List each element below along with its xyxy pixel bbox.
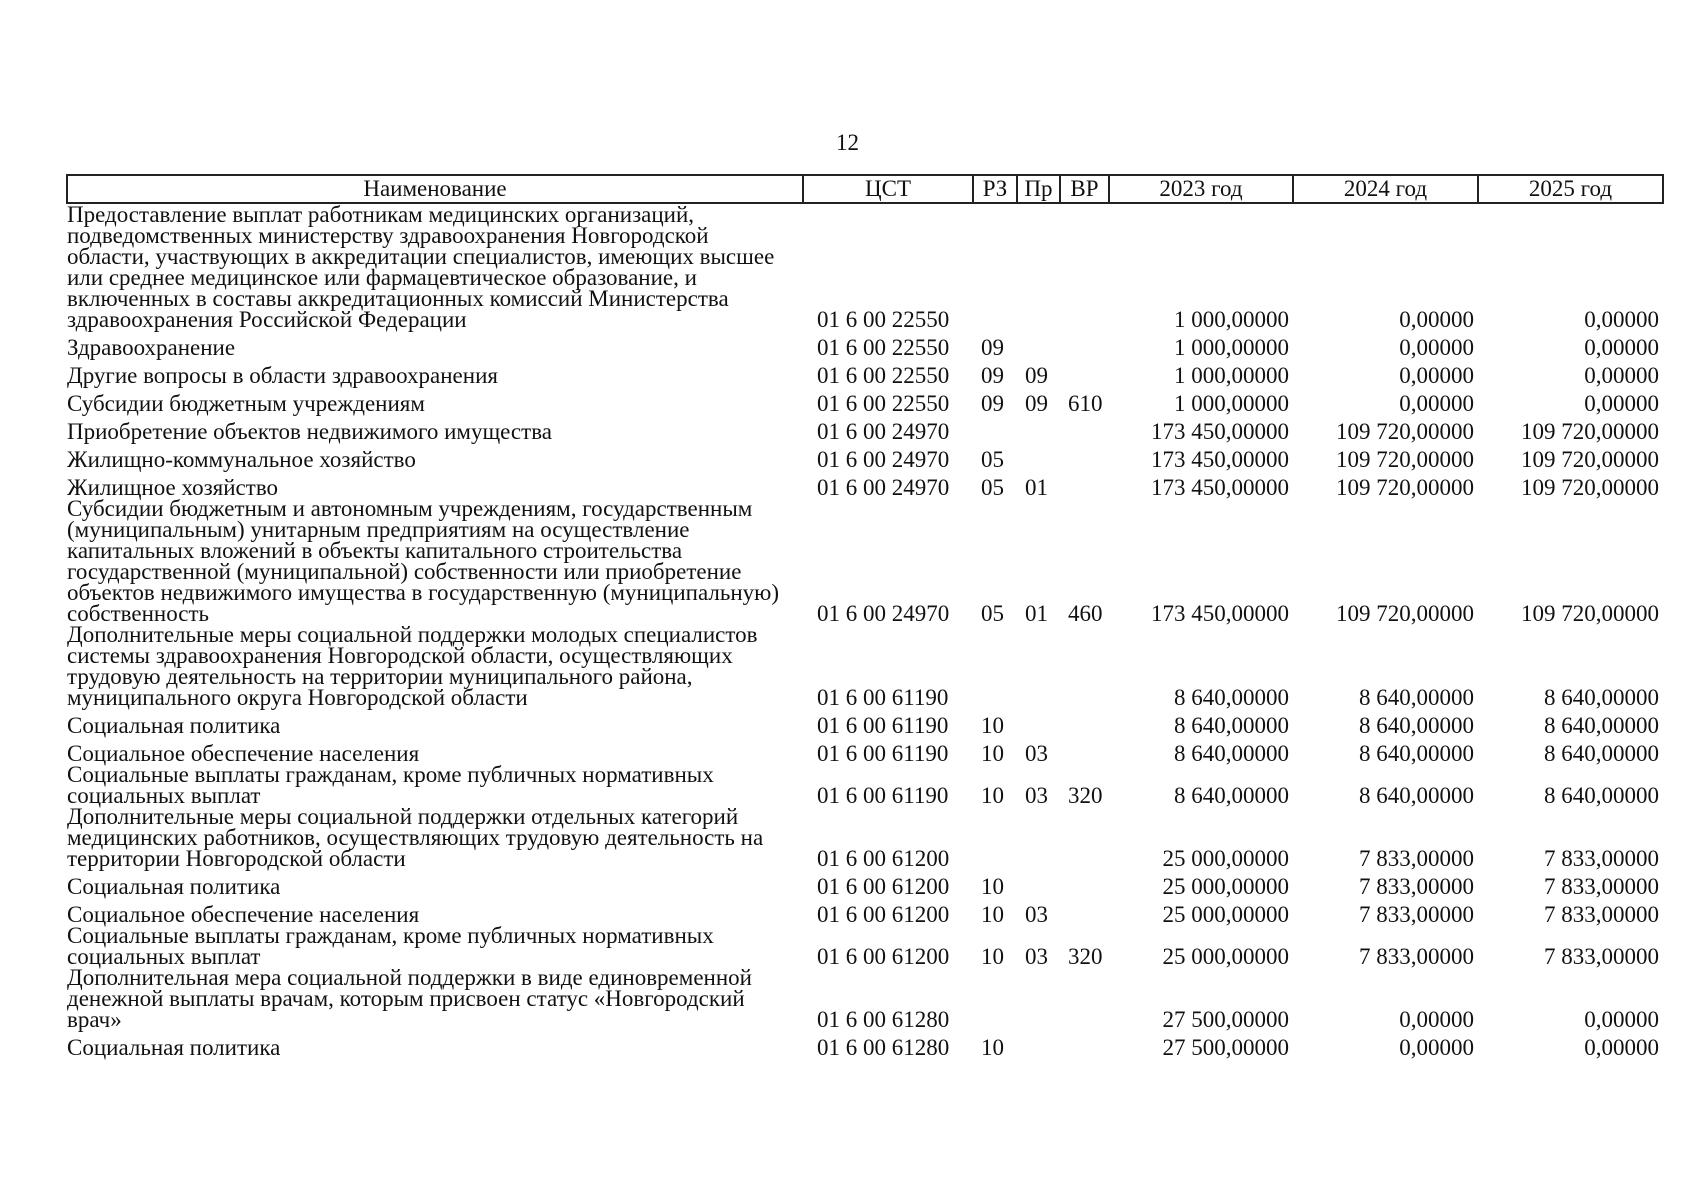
row-pr: 03 <box>1025 783 1048 808</box>
row-2024: 109 720,00000 <box>1336 419 1474 444</box>
row-vr: 320 <box>1068 783 1103 808</box>
row-rz: 09 <box>981 391 1004 416</box>
row-cst: 01 6 00 61190 <box>817 783 949 808</box>
table-row <box>67 203 1663 330</box>
row-cst: 01 6 00 61280 <box>817 1035 950 1060</box>
row-vr <box>1060 624 1109 708</box>
row-vr <box>1060 967 1109 1030</box>
row-cst: 01 6 00 24970 <box>817 475 950 500</box>
row-2023: 8 640,00000 <box>1174 741 1289 766</box>
header-cst: ЦСТ <box>803 175 973 203</box>
table-row <box>67 806 1663 869</box>
row-rz <box>973 806 1017 869</box>
row-2025: 0,00000 <box>1584 391 1659 416</box>
row-vr <box>1060 203 1109 330</box>
header-2024: 2024 год <box>1293 175 1478 203</box>
row-2025: 8 640,00000 <box>1544 741 1659 766</box>
row-2024: 7 833,00000 <box>1359 846 1474 871</box>
header-name: Наименование <box>67 175 803 203</box>
table-body <box>67 203 1663 1058</box>
row-cst: 01 6 00 22550 <box>817 363 950 388</box>
table-row <box>67 442 1663 470</box>
table-header-row <box>67 175 1663 203</box>
row-cst: 01 6 00 24970 <box>817 419 950 444</box>
row-name: Социальная политика <box>67 713 281 738</box>
row-pr: 03 <box>1025 902 1048 927</box>
row-pr <box>1017 330 1060 358</box>
row-2024: 0,00000 <box>1399 391 1474 416</box>
table-row <box>67 498 1663 624</box>
row-vr <box>1060 414 1109 442</box>
row-2024: 0,00000 <box>1399 363 1474 388</box>
row-pr <box>1017 869 1060 897</box>
row-pr: 01 <box>1025 475 1048 500</box>
row-name: Субсидии бюджетным и автономным учреждениям, государственным (муниципальным) унитарным предприятиям на осуществление капитальных вложений в объекты капитального строительства государственной (муниципальной) собственности или приобретение объектов недвижимого имущества в государственную (муниципальную) собственность <box>67 496 779 626</box>
row-2023: 173 450,00000 <box>1151 601 1289 626</box>
table-row <box>67 967 1663 1030</box>
row-pr <box>1017 967 1060 1030</box>
row-vr <box>1060 1030 1109 1058</box>
row-rz: 10 <box>981 713 1004 738</box>
row-2025: 8 640,00000 <box>1544 713 1659 738</box>
row-pr: 09 <box>1025 391 1048 416</box>
row-2023: 8 640,00000 <box>1174 783 1289 808</box>
row-2025: 7 833,00000 <box>1544 902 1659 927</box>
header-vr: ВР <box>1060 175 1109 203</box>
row-rz: 10 <box>981 741 1004 766</box>
row-2023: 25 000,00000 <box>1162 902 1289 927</box>
row-2023: 1 000,00000 <box>1174 307 1289 332</box>
row-2024: 0,00000 <box>1399 1007 1474 1032</box>
table-row <box>67 358 1663 386</box>
row-pr: 01 <box>1025 601 1048 626</box>
row-2025: 7 833,00000 <box>1544 874 1659 899</box>
table-row <box>67 330 1663 358</box>
row-name: Социальное обеспечение населения <box>67 902 420 927</box>
row-cst: 01 6 00 61200 <box>817 902 950 927</box>
row-2023: 8 640,00000 <box>1174 713 1289 738</box>
row-2023: 8 640,00000 <box>1174 685 1289 710</box>
row-2023: 27 500,00000 <box>1162 1035 1289 1060</box>
row-name: Предоставление выплат работникам медицинских организаций, подведомственных министерству здравоохранения Новгородской области, участвующих в аккредитации специалистов, имеющих высшее или среднее медицинское или фармацевтическое образование, и включенных в составы аккредитационных комиссий Министерства здравоохранения Российской Федерации <box>67 202 775 332</box>
row-name: Социальная политика <box>67 874 281 899</box>
row-2025: 109 720,00000 <box>1521 447 1659 472</box>
row-2025: 0,00000 <box>1584 1007 1659 1032</box>
table-row <box>67 624 1663 708</box>
row-2023: 1 000,00000 <box>1174 391 1289 416</box>
row-cst: 01 6 00 61200 <box>817 846 950 871</box>
row-cst: 01 6 00 24970 <box>817 447 950 472</box>
row-2023: 173 450,00000 <box>1151 419 1289 444</box>
table-row <box>67 386 1663 414</box>
row-2024: 8 640,00000 <box>1359 741 1474 766</box>
row-cst: 01 6 00 24970 <box>817 601 950 626</box>
row-2023: 27 500,00000 <box>1162 1007 1289 1032</box>
row-2024: 8 640,00000 <box>1359 685 1474 710</box>
row-name: Социальные выплаты гражданам, кроме публичных нормативных социальных выплат <box>67 923 714 969</box>
row-rz <box>973 414 1017 442</box>
row-vr <box>1060 708 1109 736</box>
table-row <box>67 897 1663 925</box>
table-row <box>67 708 1663 736</box>
row-2023: 173 450,00000 <box>1151 475 1289 500</box>
row-name: Приобретение объектов недвижимого имущества <box>67 419 552 444</box>
row-2023: 25 000,00000 <box>1162 944 1289 969</box>
row-vr <box>1060 806 1109 869</box>
row-pr <box>1017 442 1060 470</box>
budget-table <box>66 174 1664 1058</box>
row-pr <box>1017 806 1060 869</box>
row-name: Социальные выплаты гражданам, кроме публичных нормативных социальных выплат <box>67 762 714 808</box>
row-2024: 7 833,00000 <box>1359 944 1474 969</box>
row-2025: 109 720,00000 <box>1521 419 1659 444</box>
row-name: Здравоохранение <box>67 335 236 360</box>
table-row <box>67 414 1663 442</box>
row-2023: 25 000,00000 <box>1162 846 1289 871</box>
row-2024: 0,00000 <box>1399 335 1474 360</box>
row-2025: 0,00000 <box>1584 363 1659 388</box>
row-2025: 7 833,00000 <box>1544 944 1659 969</box>
row-name: Жилищное хозяйство <box>67 475 279 500</box>
header-2023: 2023 год <box>1109 175 1293 203</box>
row-rz <box>973 624 1017 708</box>
row-vr: 460 <box>1068 601 1103 626</box>
row-cst: 01 6 00 22550 <box>817 391 950 416</box>
row-cst: 01 6 00 61200 <box>817 944 950 969</box>
row-2023: 1 000,00000 <box>1174 335 1289 360</box>
row-2024: 0,00000 <box>1399 1035 1474 1060</box>
row-2025: 0,00000 <box>1584 335 1659 360</box>
row-2025: 8 640,00000 <box>1544 685 1659 710</box>
row-vr <box>1060 470 1109 498</box>
row-cst: 01 6 00 61190 <box>817 741 949 766</box>
row-cst: 01 6 00 22550 <box>817 335 950 360</box>
row-rz <box>973 203 1017 330</box>
row-cst: 01 6 00 61190 <box>817 713 949 738</box>
row-2025: 0,00000 <box>1584 1035 1659 1060</box>
row-2025: 109 720,00000 <box>1521 601 1659 626</box>
table-row <box>67 736 1663 764</box>
row-name: Дополнительные меры социальной поддержки молодых специалистов системы здравоохранения Новгородской области, осуществляющих трудовую деятельность на территории муниципального района, муниципального округа Новгородской области <box>67 622 758 710</box>
row-2023: 173 450,00000 <box>1151 447 1289 472</box>
row-cst: 01 6 00 61280 <box>817 1007 950 1032</box>
row-pr <box>1017 203 1060 330</box>
row-2023: 25 000,00000 <box>1162 874 1289 899</box>
row-cst: 01 6 00 22550 <box>817 307 950 332</box>
row-rz: 10 <box>981 902 1004 927</box>
row-pr <box>1017 1030 1060 1058</box>
row-rz <box>973 967 1017 1030</box>
row-rz: 05 <box>981 601 1004 626</box>
row-name: Жилищно-коммунальное хозяйство <box>67 447 416 472</box>
row-name: Дополнительные меры социальной поддержки отдельных категорий медицинских работников, осуществляющих трудовую деятельность на территории Новгородской области <box>67 804 764 871</box>
row-pr: 03 <box>1025 944 1048 969</box>
table-row <box>67 925 1663 967</box>
row-name: Дополнительная мера социальной поддержки в виде единовременной денежной выплаты врачам, которым присвоен статус «Новгородский врач» <box>67 965 752 1032</box>
row-2024: 8 640,00000 <box>1359 713 1474 738</box>
header-pr: Пр <box>1017 175 1060 203</box>
row-rz: 05 <box>981 475 1004 500</box>
row-rz: 10 <box>981 874 1004 899</box>
row-vr <box>1060 330 1109 358</box>
row-vr <box>1060 869 1109 897</box>
row-2024: 109 720,00000 <box>1336 475 1474 500</box>
row-2024: 7 833,00000 <box>1359 874 1474 899</box>
row-2025: 8 640,00000 <box>1544 783 1659 808</box>
row-2024: 7 833,00000 <box>1359 902 1474 927</box>
row-rz: 10 <box>981 944 1004 969</box>
header-rz: РЗ <box>973 175 1017 203</box>
row-name: Социальная политика <box>67 1035 281 1060</box>
row-rz: 09 <box>981 363 1004 388</box>
row-vr <box>1060 736 1109 764</box>
row-2024: 8 640,00000 <box>1359 783 1474 808</box>
row-cst: 01 6 00 61200 <box>817 874 950 899</box>
row-rz: 10 <box>981 783 1004 808</box>
table-row <box>67 764 1663 806</box>
row-vr: 320 <box>1068 944 1103 969</box>
table-row <box>67 869 1663 897</box>
row-vr <box>1060 358 1109 386</box>
row-vr <box>1060 442 1109 470</box>
row-pr <box>1017 414 1060 442</box>
row-name: Другие вопросы в области здравоохранения <box>67 363 498 388</box>
row-2025: 0,00000 <box>1584 307 1659 332</box>
row-2024: 109 720,00000 <box>1336 447 1474 472</box>
row-vr: 610 <box>1068 391 1103 416</box>
row-2023: 1 000,00000 <box>1174 363 1289 388</box>
row-name: Социальное обеспечение населения <box>67 741 420 766</box>
header-2025: 2025 год <box>1478 175 1663 203</box>
row-2025: 109 720,00000 <box>1521 475 1659 500</box>
row-pr <box>1017 708 1060 736</box>
row-2024: 109 720,00000 <box>1336 601 1474 626</box>
row-pr: 03 <box>1025 741 1048 766</box>
row-pr <box>1017 624 1060 708</box>
row-rz: 09 <box>981 335 1004 360</box>
row-2024: 0,00000 <box>1399 307 1474 332</box>
page-number: 12 <box>836 130 859 155</box>
row-vr <box>1060 897 1109 925</box>
row-name: Субсидии бюджетным учреждениям <box>67 391 425 416</box>
table-row <box>67 470 1663 498</box>
row-rz: 10 <box>981 1035 1004 1060</box>
row-rz: 05 <box>981 447 1004 472</box>
row-pr: 09 <box>1025 363 1048 388</box>
row-cst: 01 6 00 61190 <box>817 685 949 710</box>
row-2025: 7 833,00000 <box>1544 846 1659 871</box>
table-row <box>67 1030 1663 1058</box>
